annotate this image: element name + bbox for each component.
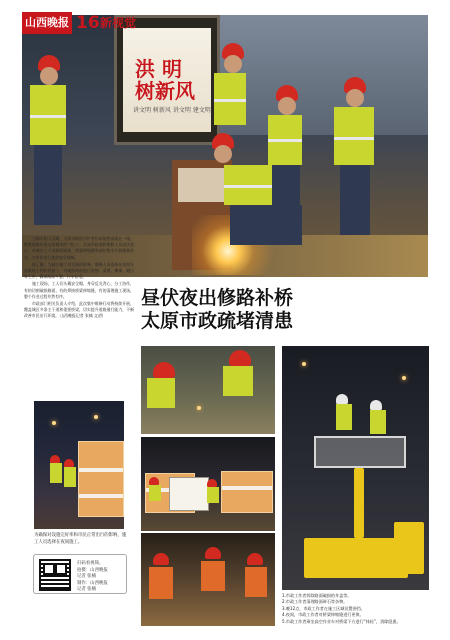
page-number: 16	[76, 13, 100, 33]
billboard-panel	[123, 28, 211, 132]
roadwork-barrier	[78, 441, 124, 517]
article-paragraph: 据了解，为减少施工对交通的影响，维修人员选择在夜间车流量较小的时段施工，对破损路面进行铣刨、清理、摊铺、碾压等工序，确保路面平整、行车舒适。	[24, 261, 134, 280]
truck-cab	[394, 522, 424, 574]
article-paragraph: 施工现场，工人们头戴安全帽、身穿反光背心，分工协作，有的切割破损路面，有的焊接桥梁伸缩缝，有的清理施工现场，整个作业过程井然有序。	[24, 281, 134, 299]
section-title: 新视觉	[100, 16, 137, 30]
kiosk-panel	[178, 168, 226, 202]
caption-item: 4.夜间，市政工作者对桥梁伸缩缝进行更换。	[282, 612, 364, 618]
article-body	[24, 236, 134, 321]
photo-welding-joint	[141, 346, 275, 434]
street-light	[94, 415, 98, 419]
caption-item: 1.市政工作者拆除路面破损的井盖等。	[282, 593, 352, 598]
caption-item: 5.市政工作者乘坐高空作业车对桥梁下方进行“体检”，消除隐患。	[282, 618, 401, 624]
barrier-right	[221, 471, 273, 513]
newspaper-logo: 山西晚报	[22, 12, 72, 34]
photo-barrier-setup	[141, 437, 275, 531]
headline-line-1: 昼伏夜出修路补桥	[141, 287, 294, 309]
qr-code[interactable]	[39, 559, 71, 591]
caption-item: 3.晚12点，市政工作者在施工区域设置围挡。	[282, 605, 365, 611]
qr-caption: 扫码看视频。 拍摄：山西晚报 记者 张楠 制作：山西晚报 记者 张楠	[77, 561, 108, 593]
spark-light	[197, 406, 201, 410]
left-photo-caption: 为确保对设施完好率和市民正常出行的影响，施工人员选择在夜间施工。	[34, 533, 127, 545]
construction-sign	[169, 477, 209, 511]
headline-line-2: 太原市政疏堵清患	[141, 310, 294, 332]
street-light	[302, 362, 306, 366]
aerial-basket	[314, 436, 406, 468]
street-light	[52, 421, 56, 425]
caption-item: 2.市政工作者清理路面碎石等杂物。	[282, 599, 348, 605]
billboard-foot: 讲文明 树新风 讲文明 建文明	[133, 107, 211, 114]
photo-night-street	[34, 401, 124, 529]
photo-road-breaking	[141, 533, 275, 626]
photo-captions	[282, 593, 430, 625]
boom-arm	[354, 468, 364, 538]
billboard	[114, 15, 220, 145]
qr-code-box	[33, 554, 127, 594]
billboard-text: 洪 明 树新风	[135, 57, 195, 103]
headline	[141, 287, 431, 333]
masthead	[22, 12, 428, 34]
street-light	[402, 376, 406, 380]
article-paragraph: 当城市陷入沉睡，太原市政的守护者们却依然奋战在一线，默默地修补着这座城市的“伤口”。太原市政道桥维修人员昼伏夜出，对城区主干道路面破损、桥梁伸缩缝等部位集中开展维修作业，为市民出行提供安全保障。	[24, 236, 134, 260]
article-paragraph: 市政部门相关负责人介绍，此次集中维修行动将持续开展，覆盖城区多条主干道和重要桥梁，切实提升道路通行能力，不断改善市民出行环境。 山西晚报记者 张楠 文/图	[24, 301, 134, 319]
lift-truck	[304, 538, 408, 578]
photo-aerial-platform	[282, 346, 429, 590]
